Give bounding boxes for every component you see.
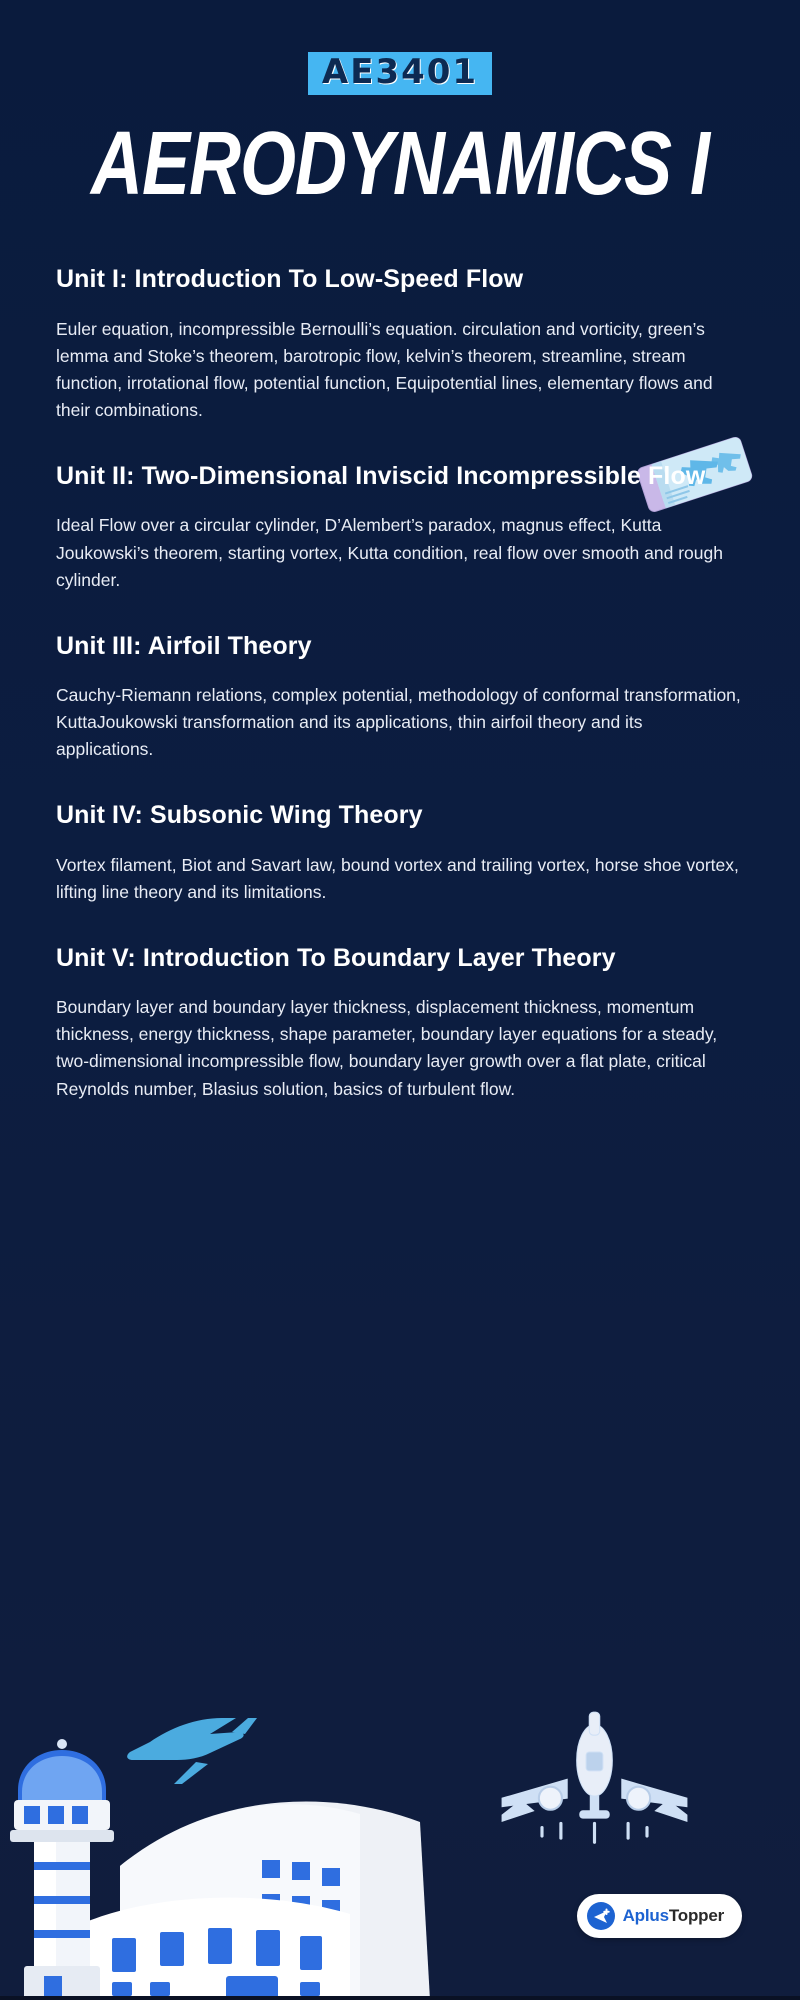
logo-text-secondary: Topper [668, 1906, 724, 1925]
unit-section [56, 797, 744, 906]
unit-title: Unit II: Two-Dimensional Inviscid Incompressible Flow [56, 462, 706, 491]
aplustopper-logo[interactable] [577, 1894, 742, 1938]
page-title: AERODYNAMICS I [90, 114, 710, 215]
airport-illustration [0, 1670, 800, 2000]
unit-title: Unit V: Introduction To Boundary Layer Theory [56, 943, 616, 972]
unit-section [56, 940, 744, 1103]
unit-section [56, 628, 744, 764]
unit-section [56, 458, 744, 594]
unit-title: Unit I: Introduction To Low-Speed Flow [56, 265, 524, 294]
unit-body: Vortex filament, Biot and Savart law, bound vortex and trailing vortex, horse shoe vortex, lifting line theory and its limitations. [56, 854, 739, 902]
logo-text [623, 1906, 724, 1926]
unit-title: Unit III: Airfoil Theory [56, 631, 312, 660]
units-list [0, 261, 800, 1102]
airport-terminal-illustration [86, 1801, 430, 2000]
unit-body: Boundary layer and boundary layer thickness, displacement thickness, momentum thickness, energy thickness, shape parameter, boundary layer equations for a steady, two-dimensional incompressible flow, boundary layer growth over a flat plate, critical Reynolds number, Blasius solution, basics of turbulent flow. [56, 997, 718, 1099]
unit-body: Euler equation, incompressible Bernoulli’s equation. circulation and vorticity, green’s lemma and Stoke’s theorem, barotropic flow, kelvin’s theorem, streamline, stream function, irrotational flow, potential function, Equipotential lines, elementary flows and their combinations. [56, 318, 713, 421]
course-code-badge: AE3401 [308, 52, 492, 95]
logo-text-primary: Aplus [622, 1906, 669, 1925]
unit-body: Cauchy-Riemann relations, complex potential, methodology of conformal transformation, KuttaJoukowski transformation and its applications, thin airfoil theory and its applications. [56, 685, 741, 760]
unit-body: Ideal Flow over a circular cylinder, D’Alembert’s paradox, magnus effect, Kutta Joukowski’s theorem, starting vortex, Kutta condition, real flow over smooth and rough cylinder. [56, 515, 723, 590]
header [0, 0, 800, 215]
aplus-plane-icon [587, 1902, 615, 1930]
flying-airplane-icon [127, 1718, 257, 1784]
unit-title: Unit IV: Subsonic Wing Theory [56, 801, 423, 830]
unit-section [56, 261, 744, 424]
airplane-front-view-icon [502, 1712, 687, 1842]
